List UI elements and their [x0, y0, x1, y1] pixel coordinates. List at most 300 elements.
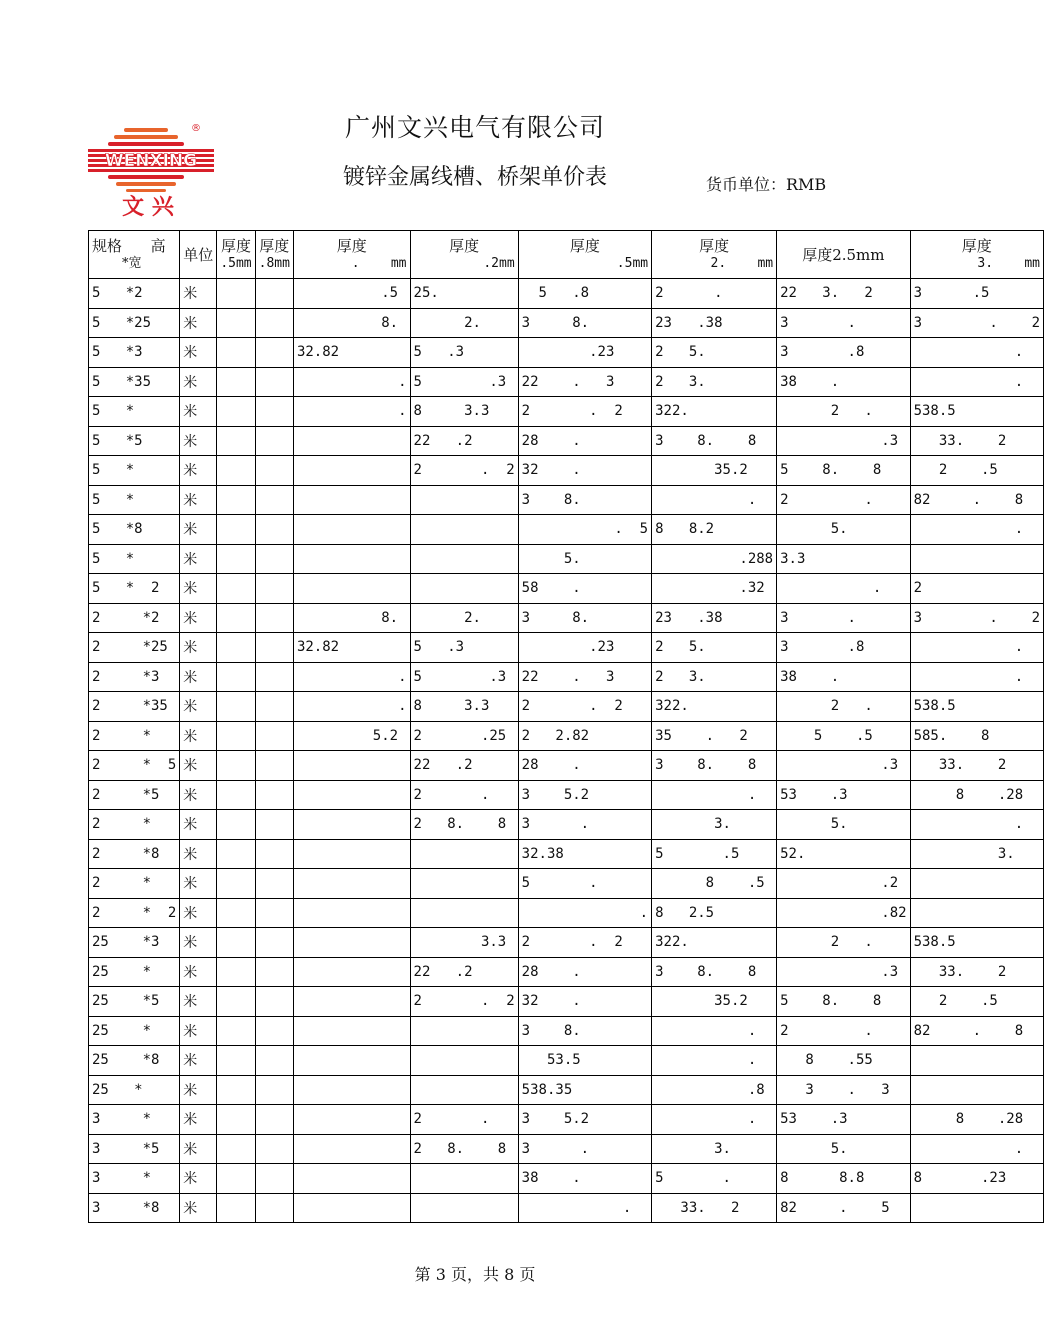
price-cell: [293, 839, 410, 869]
price-cell: [293, 1134, 410, 1164]
price-cell: 2 2.82: [518, 721, 651, 751]
spec-cell: 5 *25: [89, 308, 180, 338]
table-row: [89, 928, 1044, 958]
unit-cell: 米: [180, 928, 217, 958]
price-cell: [410, 544, 518, 574]
price-cell: [217, 780, 255, 810]
spec-cell: 5 *35: [89, 367, 180, 397]
price-cell: [255, 426, 293, 456]
unit-cell: 米: [180, 721, 217, 751]
price-cell: 3 .: [518, 810, 651, 840]
unit-cell: 米: [180, 367, 217, 397]
spec-cell: 5 *8: [89, 515, 180, 545]
price-cell: [217, 397, 255, 427]
price-cell: [217, 485, 255, 515]
price-cell: [255, 338, 293, 368]
price-cell: 8.: [293, 603, 410, 633]
price-cell: [217, 515, 255, 545]
spec-cell: 25 *: [89, 957, 180, 987]
column-header-label: 厚度: [961, 236, 992, 255]
price-cell: .: [652, 1016, 777, 1046]
price-cell: 538.5: [910, 397, 1043, 427]
price-cell: 22 3. 2: [777, 279, 910, 309]
company-logo: [88, 120, 218, 220]
unit-cell: 米: [180, 839, 217, 869]
unit-cell: 米: [180, 426, 217, 456]
price-cell: 5 .5: [652, 839, 777, 869]
price-cell: [255, 574, 293, 604]
unit-cell: 米: [180, 1193, 217, 1223]
price-cell: 3 .5: [910, 279, 1043, 309]
spec-cell: 2 *: [89, 721, 180, 751]
price-cell: [217, 1105, 255, 1135]
currency-unit: 货币单位：RMB: [706, 175, 827, 194]
price-cell: [910, 544, 1043, 574]
price-cell: 2 . 2: [410, 987, 518, 1017]
price-cell: [293, 456, 410, 486]
price-cell: 3 . 2: [910, 308, 1043, 338]
price-cell: 32 .: [518, 456, 651, 486]
price-cell: [217, 928, 255, 958]
header-row: [89, 231, 1044, 279]
price-cell: 538.35: [518, 1075, 651, 1105]
price-cell: 2: [910, 574, 1043, 604]
price-cell: 5.: [777, 1134, 910, 1164]
price-cell: [410, 485, 518, 515]
price-cell: 5 8. 8: [777, 456, 910, 486]
price-cell: .2: [777, 869, 910, 899]
price-cell: [255, 1193, 293, 1223]
spec-cell: 5 * 2: [89, 574, 180, 604]
spec-cell: 5 *: [89, 397, 180, 427]
column-header: [255, 231, 293, 279]
price-cell: [217, 987, 255, 1017]
price-cell: .: [293, 692, 410, 722]
price-cell: 22 .2: [410, 957, 518, 987]
table-row: [89, 1046, 1044, 1076]
unit-cell: 米: [180, 780, 217, 810]
spec-cell: 2 *2: [89, 603, 180, 633]
price-cell: [293, 810, 410, 840]
price-cell: .5: [293, 279, 410, 309]
price-cell: [293, 1016, 410, 1046]
price-cell: [255, 1016, 293, 1046]
table-row: [89, 308, 1044, 338]
unit-cell: 米: [180, 810, 217, 840]
price-cell: [255, 515, 293, 545]
price-cell: 22 . 3: [518, 662, 651, 692]
price-cell: 25.: [410, 279, 518, 309]
price-cell: [293, 898, 410, 928]
price-cell: [217, 957, 255, 987]
column-header: [217, 231, 255, 279]
price-cell: 3 5.2: [518, 780, 651, 810]
table-row: [89, 1134, 1044, 1164]
table-row: [89, 662, 1044, 692]
price-cell: [217, 662, 255, 692]
price-cell: [910, 898, 1043, 928]
column-header: [910, 231, 1043, 279]
column-header-unit: .5mm: [616, 255, 649, 271]
price-cell: 8 .28: [910, 780, 1043, 810]
spec-cell: 25 *3: [89, 928, 180, 958]
unit-cell: 米: [180, 515, 217, 545]
price-cell: 322.: [652, 692, 777, 722]
price-cell: .82: [777, 898, 910, 928]
spec-cell: 3 *: [89, 1164, 180, 1194]
price-cell: [410, 898, 518, 928]
price-cell: [293, 869, 410, 899]
price-cell: .8: [652, 1075, 777, 1105]
price-cell: [410, 1046, 518, 1076]
price-cell: 2 .: [777, 485, 910, 515]
price-cell: 8 .5: [652, 869, 777, 899]
document-title: 镀锌金属线槽、桥架单价表: [342, 165, 607, 190]
price-cell: [255, 721, 293, 751]
spec-cell: 2 *3: [89, 662, 180, 692]
spec-cell: 3 *5: [89, 1134, 180, 1164]
price-cell: 8 .23: [910, 1164, 1043, 1194]
price-cell: 8 .55: [777, 1046, 910, 1076]
column-header: [180, 231, 217, 279]
price-cell: [255, 308, 293, 338]
price-cell: .: [910, 338, 1043, 368]
price-cell: [255, 662, 293, 692]
table-row: [89, 1193, 1044, 1223]
price-cell: .: [293, 662, 410, 692]
price-cell: 3 .: [518, 1134, 651, 1164]
price-cell: 53.5: [518, 1046, 651, 1076]
column-header: [652, 231, 777, 279]
price-cell: 3.: [652, 810, 777, 840]
price-cell: .: [652, 1105, 777, 1135]
spec-cell: 2 *25: [89, 633, 180, 663]
unit-cell: 米: [180, 485, 217, 515]
price-cell: [217, 1193, 255, 1223]
price-cell: 52.: [777, 839, 910, 869]
price-cell: [255, 1164, 293, 1194]
price-cell: 322.: [652, 928, 777, 958]
price-cell: [255, 957, 293, 987]
price-cell: 2.: [410, 308, 518, 338]
price-cell: 585. 8: [910, 721, 1043, 751]
unit-cell: 米: [180, 544, 217, 574]
unit-cell: 米: [180, 338, 217, 368]
unit-cell: 米: [180, 898, 217, 928]
price-cell: 3 .: [777, 308, 910, 338]
price-cell: 82 . 5: [777, 1193, 910, 1223]
price-cell: 33. 2: [910, 426, 1043, 456]
price-cell: 32.82: [293, 633, 410, 663]
price-cell: 3.: [910, 839, 1043, 869]
column-header: [89, 231, 180, 279]
table-row: [89, 397, 1044, 427]
unit-cell: 米: [180, 1164, 217, 1194]
price-cell: 3 .: [777, 603, 910, 633]
spec-cell: 2 *5: [89, 780, 180, 810]
price-cell: [217, 1075, 255, 1105]
price-cell: [217, 898, 255, 928]
spec-cell: 3 *8: [89, 1193, 180, 1223]
price-cell: [293, 780, 410, 810]
price-cell: [410, 1075, 518, 1105]
price-cell: [255, 928, 293, 958]
price-cell: 23 .38: [652, 308, 777, 338]
unit-cell: 米: [180, 957, 217, 987]
table-row: [89, 898, 1044, 928]
price-cell: 8.: [293, 308, 410, 338]
price-cell: 8 8.8: [777, 1164, 910, 1194]
price-cell: .23: [518, 338, 651, 368]
price-cell: .: [910, 810, 1043, 840]
price-cell: .: [293, 397, 410, 427]
price-cell: [255, 397, 293, 427]
price-cell: 23 .38: [652, 603, 777, 633]
price-cell: 8 8.2: [652, 515, 777, 545]
price-cell: .: [910, 367, 1043, 397]
price-cell: 8 2.5: [652, 898, 777, 928]
logo-emblem-icon: [88, 120, 218, 220]
price-cell: 2 .: [777, 928, 910, 958]
column-header-label: 厚度: [569, 236, 600, 255]
price-cell: 2 .: [410, 1105, 518, 1135]
unit-cell: 米: [180, 692, 217, 722]
spec-cell: 2 *35: [89, 692, 180, 722]
price-cell: [255, 603, 293, 633]
table-row: [89, 1105, 1044, 1135]
table-row: [89, 839, 1044, 869]
price-cell: .: [518, 898, 651, 928]
price-cell: 3.3: [777, 544, 910, 574]
column-header-label: 厚度: [259, 236, 290, 255]
price-cell: 38 .: [777, 367, 910, 397]
price-cell: [217, 456, 255, 486]
price-cell: 2 .: [777, 397, 910, 427]
page-footer: 第 3 页，共 8 页: [414, 1265, 536, 1284]
price-cell: 33. 2: [652, 1193, 777, 1223]
table-row: [89, 957, 1044, 987]
price-cell: [217, 574, 255, 604]
price-cell: [255, 780, 293, 810]
table-row: [89, 279, 1044, 309]
price-cell: [293, 574, 410, 604]
table-row: [89, 603, 1044, 633]
price-cell: [255, 839, 293, 869]
price-cell: 5 .3: [410, 633, 518, 663]
price-cell: [293, 1046, 410, 1076]
price-cell: [255, 810, 293, 840]
table-row: [89, 515, 1044, 545]
spec-cell: 2 *: [89, 810, 180, 840]
price-cell: 3 8. 8: [652, 957, 777, 987]
price-cell: 5 .3: [410, 367, 518, 397]
price-cell: 2 .25: [410, 721, 518, 751]
price-cell: .: [910, 515, 1043, 545]
table-row: [89, 1075, 1044, 1105]
price-cell: 38 .: [518, 1164, 651, 1194]
price-cell: [293, 751, 410, 781]
price-cell: 2 . 2: [518, 397, 651, 427]
price-cell: [255, 1075, 293, 1105]
price-cell: 2 .: [777, 1016, 910, 1046]
price-cell: [293, 426, 410, 456]
table-row: [89, 869, 1044, 899]
price-cell: .: [652, 1046, 777, 1076]
column-header-unit: .5mm: [220, 255, 252, 271]
price-cell: 38 .: [777, 662, 910, 692]
table-row: [89, 633, 1044, 663]
logo-text: WENXING: [104, 151, 198, 171]
unit-cell: 米: [180, 662, 217, 692]
column-header-unit: *宽: [122, 255, 142, 271]
price-cell: [293, 515, 410, 545]
unit-cell: 米: [180, 603, 217, 633]
spec-cell: 5 *: [89, 544, 180, 574]
price-cell: [217, 839, 255, 869]
table-row: [89, 1164, 1044, 1194]
price-cell: 2 . 2: [410, 456, 518, 486]
price-cell: [255, 1134, 293, 1164]
price-cell: 3.3: [410, 928, 518, 958]
price-cell: 2 . 2: [518, 692, 651, 722]
price-cell: 8 .28: [910, 1105, 1043, 1135]
price-cell: 5 8. 8: [777, 987, 910, 1017]
column-header-label: 厚度: [336, 236, 367, 255]
price-cell: 33. 2: [910, 957, 1043, 987]
price-cell: 8 3.3: [410, 397, 518, 427]
price-cell: 5 .: [652, 1164, 777, 1194]
price-cell: 28 .: [518, 426, 651, 456]
unit-cell: 米: [180, 987, 217, 1017]
table-body: [89, 279, 1044, 1223]
unit-cell: 米: [180, 1105, 217, 1135]
table-row: [89, 751, 1044, 781]
company-name: 广州文兴电气有限公司: [344, 113, 605, 142]
price-cell: [255, 367, 293, 397]
price-cell: 3 8.: [518, 308, 651, 338]
price-cell: 2 5.: [652, 633, 777, 663]
spec-cell: 5 *2: [89, 279, 180, 309]
price-cell: 3 .8: [777, 633, 910, 663]
price-cell: [410, 1164, 518, 1194]
column-header: [293, 231, 410, 279]
price-cell: [410, 869, 518, 899]
price-cell: 5.: [777, 810, 910, 840]
table-row: [89, 810, 1044, 840]
table-row: [89, 485, 1044, 515]
column-header-label: 单位: [183, 245, 214, 264]
price-cell: [217, 633, 255, 663]
price-cell: .: [910, 633, 1043, 663]
table-header: [89, 231, 1044, 279]
price-cell: 82 . 8: [910, 485, 1043, 515]
price-cell: [217, 1046, 255, 1076]
price-cell: .3: [777, 426, 910, 456]
price-cell: 2 .: [777, 692, 910, 722]
price-cell: .: [518, 1193, 651, 1223]
price-cell: [910, 1075, 1043, 1105]
price-cell: 3 8. 8: [652, 426, 777, 456]
price-cell: [217, 426, 255, 456]
price-cell: 53 .3: [777, 1105, 910, 1135]
price-cell: [217, 869, 255, 899]
price-cell: [410, 515, 518, 545]
table-row: [89, 574, 1044, 604]
price-cell: 2.: [410, 603, 518, 633]
price-cell: [255, 633, 293, 663]
price-cell: 35.2: [652, 456, 777, 486]
price-cell: .288: [652, 544, 777, 574]
price-cell: 2 .: [410, 780, 518, 810]
table-row: [89, 721, 1044, 751]
price-cell: 5.: [777, 515, 910, 545]
price-cell: [217, 279, 255, 309]
column-header: [518, 231, 651, 279]
price-cell: [293, 1193, 410, 1223]
table-row: [89, 338, 1044, 368]
table-row: [89, 1016, 1044, 1046]
table-row: [89, 426, 1044, 456]
unit-cell: 米: [180, 1075, 217, 1105]
spec-cell: 5 *: [89, 456, 180, 486]
price-cell: [217, 1016, 255, 1046]
price-cell: 2 8. 8: [410, 1134, 518, 1164]
price-cell: 3 5.2: [518, 1105, 651, 1135]
price-cell: [217, 1134, 255, 1164]
price-cell: [255, 544, 293, 574]
price-cell: [217, 721, 255, 751]
price-cell: [910, 1193, 1043, 1223]
price-cell: [217, 367, 255, 397]
price-cell: 22 . 3: [518, 367, 651, 397]
logo-chinese-text: 文 兴: [122, 194, 174, 220]
price-cell: 2 .5: [910, 987, 1043, 1017]
price-cell: 3 8. 8: [652, 751, 777, 781]
price-cell: [410, 839, 518, 869]
price-cell: [217, 308, 255, 338]
price-cell: 35.2: [652, 987, 777, 1017]
price-cell: 32 .: [518, 987, 651, 1017]
price-cell: [255, 898, 293, 928]
price-cell: 322.: [652, 397, 777, 427]
table-row: [89, 456, 1044, 486]
column-header-unit: 3. mm: [977, 255, 1040, 271]
price-cell: 2 8. 8: [410, 810, 518, 840]
price-cell: 35 . 2: [652, 721, 777, 751]
price-cell: [293, 957, 410, 987]
price-cell: 2 3.: [652, 367, 777, 397]
price-cell: 58 .: [518, 574, 651, 604]
price-cell: 53 .3: [777, 780, 910, 810]
price-cell: [255, 987, 293, 1017]
price-cell: [217, 544, 255, 574]
table-row: [89, 544, 1044, 574]
table-row: [89, 367, 1044, 397]
price-cell: [910, 1046, 1043, 1076]
unit-cell: 米: [180, 633, 217, 663]
price-cell: [255, 456, 293, 486]
spec-cell: 5 *5: [89, 426, 180, 456]
price-cell: 2 5.: [652, 338, 777, 368]
price-cell: .23: [518, 633, 651, 663]
price-cell: [255, 1046, 293, 1076]
price-cell: 2 .5: [910, 456, 1043, 486]
unit-cell: 米: [180, 1016, 217, 1046]
price-cell: 3 8.: [518, 603, 651, 633]
spec-cell: 5 *3: [89, 338, 180, 368]
column-header-unit: 2. mm: [710, 255, 774, 271]
price-cell: [410, 574, 518, 604]
